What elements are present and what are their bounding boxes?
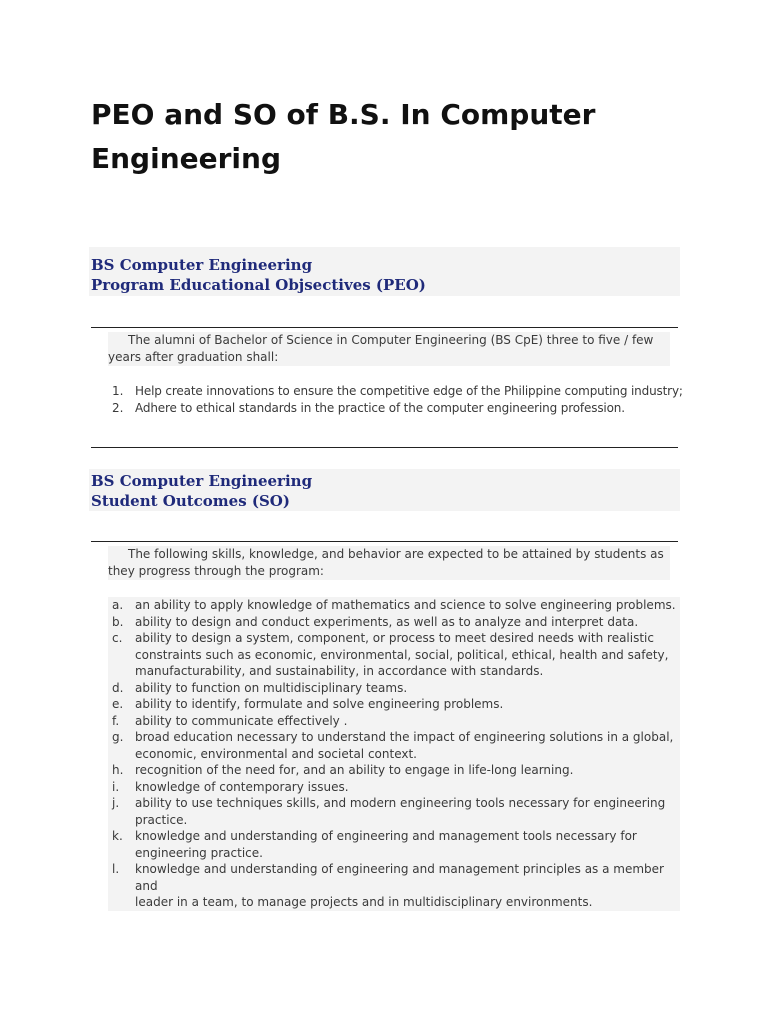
peo-heading-line1: BS Computer Engineering: [91, 256, 313, 274]
list-item-text: ability to use techniques skills, and modern engineering tools necessary for engineering practice.: [135, 796, 666, 827]
list-item-text: an ability to apply knowledge of mathematics and science to solve engineering problems.: [135, 598, 676, 612]
list-item: [108, 729, 680, 762]
list-item: [108, 762, 680, 779]
so-heading-line1: BS Computer Engineering: [91, 472, 313, 490]
list-item: [108, 597, 680, 614]
so-list: [108, 597, 680, 911]
list-item-text: ability to design and conduct experiments, as well as to analyze and interpret data.: [135, 614, 639, 629]
list-item: [108, 713, 680, 730]
list-item: [108, 795, 680, 828]
list-item: [108, 779, 680, 796]
list-marker: b.: [112, 614, 124, 629]
list-marker: j.: [112, 796, 120, 810]
list-marker: k.: [112, 829, 123, 843]
list-marker: l.: [112, 862, 120, 876]
peo-section-heading: [89, 247, 680, 296]
list-marker: d.: [112, 680, 124, 695]
list-item-text: broad education necessary to understand the impact of engineering solutions in a global, economic, environmental and societal context.: [135, 730, 674, 761]
list-item: [108, 861, 680, 911]
list-item-text: knowledge and understanding of engineering and management principles as a member and leader in a team, to manage projects and in multidisciplinary environments.: [135, 862, 664, 909]
list-item-text: knowledge and understanding of engineering and management tools necessary for engineering practice.: [135, 829, 637, 860]
list-marker: 2.: [112, 400, 124, 415]
list-marker: c.: [112, 631, 123, 645]
so-section-heading: [89, 469, 680, 511]
list-item-text: ability to design a system, component, or process to meet desired needs with realistic constraints such as economic, environmental, social, political, ethical, health and safety, manufacturability, and sustainability, in accordance with standards.: [135, 631, 669, 678]
list-item: [108, 614, 680, 631]
divider: [91, 541, 678, 542]
divider: [91, 447, 678, 448]
list-item: [108, 696, 680, 713]
list-marker: 1.: [112, 384, 124, 398]
divider: [91, 327, 678, 328]
list-marker: e.: [112, 697, 124, 711]
list-marker: h.: [112, 763, 124, 777]
document-title: PEO and SO of B.S. In Computer Engineering: [91, 98, 596, 175]
peo-heading-line2: Program Educational Objsectives (PEO): [91, 276, 426, 294]
list-item-text: Help create innovations to ensure the competitive edge of the Philippine computing industry;: [135, 384, 683, 398]
list-marker: f.: [112, 713, 120, 728]
list-item: [108, 383, 683, 400]
list-marker: g.: [112, 730, 124, 744]
so-heading-line2: Student Outcomes (SO): [91, 492, 290, 510]
list-item-text: ability to identify, formulate and solve engineering problems.: [135, 697, 504, 711]
list-item-text: Adhere to ethical standards in the practice of the computer engineering profession.: [135, 400, 625, 415]
list-item: [108, 680, 680, 697]
list-item-text: ability to function on multidisciplinary teams.: [135, 680, 408, 695]
so-intro: The following skills, knowledge, and behavior are expected to be attained by students as they progress through the program:: [108, 546, 670, 580]
list-item: [108, 400, 680, 417]
list-item-text: knowledge of contemporary issues.: [135, 779, 349, 794]
list-marker: i.: [112, 779, 120, 794]
peo-list: [108, 383, 683, 416]
list-item-text: ability to communicate effectively .: [135, 713, 348, 728]
list-item: [108, 828, 680, 861]
list-item-text: recognition of the need for, and an ability to engage in life-long learning.: [135, 763, 574, 777]
list-item: [108, 630, 680, 680]
peo-intro: The alumni of Bachelor of Science in Computer Engineering (BS CpE) three to five / few years after graduation shall:: [108, 332, 670, 366]
list-marker: a.: [112, 598, 124, 612]
